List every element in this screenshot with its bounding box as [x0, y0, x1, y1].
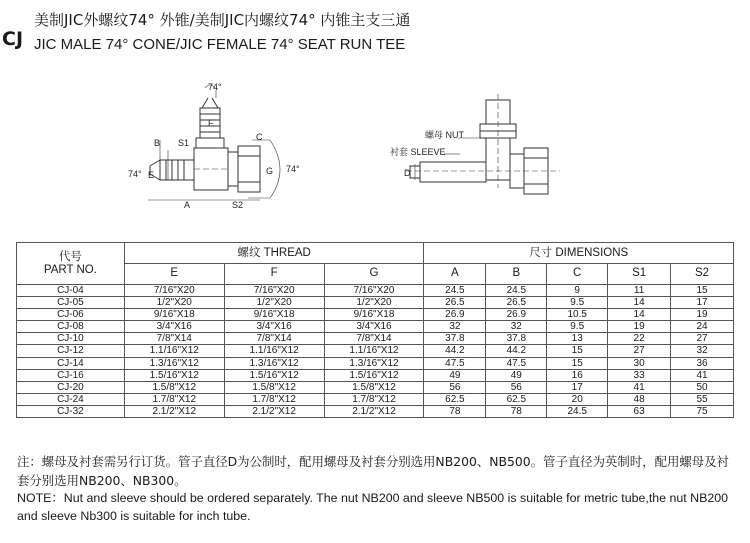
table-cell: 47.5	[486, 357, 547, 369]
table-cell: 22	[608, 333, 671, 345]
table-cell: 1.5/8"X12	[224, 381, 324, 393]
note-english: NOTE：Nut and sleeve should be ordered separately. The nut NB200 and sleeve NB500 is suitable for metric tube,the nut NB200 and sleeve Nb300 is suitable for inch tube.	[17, 491, 729, 523]
table-cell: 3/4"X16	[224, 321, 324, 333]
table-cell: 44.2	[486, 345, 547, 357]
part-number-cell: CJ-20	[17, 381, 125, 393]
table-cell: 32	[486, 321, 547, 333]
table-cell: 2.1/2"X12	[224, 405, 324, 417]
table-row	[17, 333, 734, 345]
table-cell: 9/16"X18	[324, 309, 424, 321]
col-a-header: A	[424, 264, 486, 285]
table-cell: 1/2"X20	[224, 297, 324, 309]
dim-d-label: D	[404, 168, 411, 178]
table-cell: 7/16"X20	[224, 285, 324, 297]
table-cell: 7/8"X14	[124, 333, 224, 345]
table-cell: 3/4"X16	[124, 321, 224, 333]
table-cell: 17	[547, 381, 608, 393]
table-row	[17, 393, 734, 405]
table-cell: 1.7/8"X12	[224, 393, 324, 405]
table-cell: 7/16"X20	[124, 285, 224, 297]
table-cell: 19	[671, 309, 734, 321]
table-cell: 32	[671, 345, 734, 357]
table-row	[17, 357, 734, 369]
table-cell: 15	[547, 357, 608, 369]
table-cell: 36	[671, 357, 734, 369]
table-cell: 9/16"X18	[124, 309, 224, 321]
table-cell: 1.5/8"X12	[124, 381, 224, 393]
table-cell: 78	[424, 405, 486, 417]
table-row	[17, 405, 734, 417]
table-cell: 7/16"X20	[324, 285, 424, 297]
table-row	[17, 345, 734, 357]
dim-s2-label: S2	[232, 200, 244, 210]
table-body	[17, 285, 734, 418]
table-cell: 41	[608, 381, 671, 393]
table-cell: 32	[424, 321, 486, 333]
table-cell: 50	[671, 381, 734, 393]
right-fitting-drawing	[406, 94, 560, 194]
part-no-header	[17, 243, 125, 285]
dim-c-label: C	[256, 132, 263, 142]
sleeve-label: 衬套 SLEEVE	[390, 147, 446, 157]
table-cell: 24.5	[547, 405, 608, 417]
table-cell: 30	[608, 357, 671, 369]
table-cell: 1.5/16"X12	[224, 369, 324, 381]
table-cell: 15	[547, 345, 608, 357]
table-cell: 1.7/8"X12	[324, 393, 424, 405]
table-cell: 24.5	[424, 285, 486, 297]
table-cell: 48	[608, 393, 671, 405]
table-cell: 1.5/8"X12	[324, 381, 424, 393]
nut-label: 螺母 NUT	[425, 130, 464, 140]
table-cell: 17	[671, 297, 734, 309]
table-cell: 26.9	[486, 309, 547, 321]
col-g-header: G	[324, 264, 424, 285]
table-cell: 1.3/16"X12	[124, 357, 224, 369]
part-number-cell: CJ-12	[17, 345, 125, 357]
dim-b-label: B	[154, 138, 161, 148]
table-row	[17, 321, 734, 333]
table-cell: 56	[424, 381, 486, 393]
part-number-cell: CJ-04	[17, 285, 125, 297]
table-cell: 1.1/16"X12	[124, 345, 224, 357]
table-cell: 2.1/2"X12	[124, 405, 224, 417]
dim-g-label: G	[266, 166, 274, 176]
table-cell: 2.1/2"X12	[324, 405, 424, 417]
table-cell: 1.1/16"X12	[224, 345, 324, 357]
table-cell: 1/2"X20	[124, 297, 224, 309]
col-f-header: F	[224, 264, 324, 285]
dim-f-label: F	[208, 118, 214, 128]
table-cell: 10.5	[547, 309, 608, 321]
table-cell: 44.2	[424, 345, 486, 357]
col-e-header: E	[124, 264, 224, 285]
col-s1-header: S1	[608, 264, 671, 285]
table-cell: 15	[671, 285, 734, 297]
table-row	[17, 297, 734, 309]
part-number-cell: CJ-32	[17, 405, 125, 417]
table-row	[17, 309, 734, 321]
table-cell: 9	[547, 285, 608, 297]
table-cell: 14	[608, 309, 671, 321]
table-cell: 47.5	[424, 357, 486, 369]
table-cell: 63	[608, 405, 671, 417]
table-cell: 9.5	[547, 321, 608, 333]
part-number-cell: CJ-08	[17, 321, 125, 333]
table-cell: 1.5/16"X12	[124, 369, 224, 381]
table-cell: 1.3/16"X12	[324, 357, 424, 369]
table-cell: 62.5	[424, 393, 486, 405]
col-s2-header: S2	[671, 264, 734, 285]
dim-a-label: A	[184, 200, 191, 210]
table-cell: 1/2"X20	[324, 297, 424, 309]
table-cell: 37.8	[486, 333, 547, 345]
table-cell: 27	[671, 333, 734, 345]
table-cell: 7/8"X14	[324, 333, 424, 345]
table-cell: 26.9	[424, 309, 486, 321]
table-cell: 49	[486, 369, 547, 381]
table-cell: 41	[671, 369, 734, 381]
dim-e-label: E	[148, 170, 155, 180]
part-number-cell: CJ-14	[17, 357, 125, 369]
angle-right-label: 74°	[286, 164, 300, 174]
table-cell: 3/4"X16	[324, 321, 424, 333]
part-number-cell: CJ-05	[17, 297, 125, 309]
table-row	[17, 369, 734, 381]
part-number-cell: CJ-06	[17, 309, 125, 321]
table-cell: 11	[608, 285, 671, 297]
table-cell: 9.5	[547, 297, 608, 309]
table-cell: 13	[547, 333, 608, 345]
thread-header: 螺纹 THREAD	[124, 243, 424, 264]
table-cell: 16	[547, 369, 608, 381]
table-cell: 7/8"X14	[224, 333, 324, 345]
table-cell: 24	[671, 321, 734, 333]
table-cell: 24.5	[486, 285, 547, 297]
table-row	[17, 285, 734, 297]
table-cell: 49	[424, 369, 486, 381]
part-number-cell: CJ-10	[17, 333, 125, 345]
title-chinese: 美制JIC外螺纹74° 外锥/美制JIC内螺纹74° 内锥主支三通	[34, 11, 411, 29]
table-cell: 26.5	[424, 297, 486, 309]
title-english: JIC MALE 74° CONE/JIC FEMALE 74° SEAT RUN TEE	[34, 36, 406, 53]
table-cell: 62.5	[486, 393, 547, 405]
part-no-cn: 代号	[58, 250, 82, 263]
table-cell: 55	[671, 393, 734, 405]
note-chinese: 注：螺母及衬套需另行订货。管子直径D为公制时，配用螺母及衬套分别选用NB200、NB500。管子直径为英制时，配用螺母及衬套分别选用NB200、NB300。	[17, 454, 729, 488]
dimension-table	[16, 242, 734, 418]
table-cell: 56	[486, 381, 547, 393]
table-cell: 75	[671, 405, 734, 417]
table-cell: 1.5/16"X12	[324, 369, 424, 381]
angle-left-label: 74°	[128, 169, 142, 179]
table-cell: 1.3/16"X12	[224, 357, 324, 369]
col-c-header: C	[547, 264, 608, 285]
part-no-en: PART NO.	[43, 263, 97, 276]
dim-s1-label: S1	[178, 138, 190, 148]
table-cell: 33	[608, 369, 671, 381]
table-row	[17, 381, 734, 393]
table-cell: 20	[547, 393, 608, 405]
table-cell: 1.1/16"X12	[324, 345, 424, 357]
table-cell: 37.8	[424, 333, 486, 345]
dimensions-header: 尺寸 DIMENSIONS	[424, 243, 734, 264]
product-code: CJ	[2, 28, 24, 50]
table-cell: 78	[486, 405, 547, 417]
table-cell: 1.7/8"X12	[124, 393, 224, 405]
left-fitting-drawing	[148, 85, 280, 200]
col-b-header: B	[486, 264, 547, 285]
technical-drawing	[120, 80, 580, 220]
part-number-cell: CJ-16	[17, 369, 125, 381]
table-cell: 14	[608, 297, 671, 309]
angle-top-label: 74°	[208, 82, 222, 92]
table-cell: 27	[608, 345, 671, 357]
table-cell: 9/16"X18	[224, 309, 324, 321]
part-number-cell: CJ-24	[17, 393, 125, 405]
table-cell: 26.5	[486, 297, 547, 309]
table-cell: 19	[608, 321, 671, 333]
